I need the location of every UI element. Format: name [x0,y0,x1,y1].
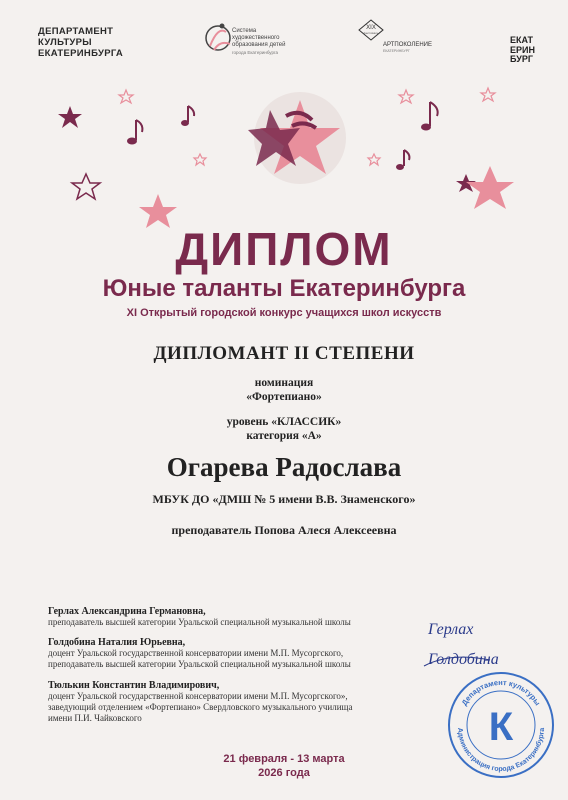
awardee-name: Огарева Радослава [166,452,402,482]
department-line: ДЕПАРТАМЕНТ [38,26,114,37]
emblem-icon [248,92,346,184]
ekaterinburg-logo [510,36,535,65]
department-line: ЕКАТЕРИНБУРГА [38,48,124,59]
jury-member [48,606,351,628]
ekb-line: БУРГ [510,54,533,64]
date-year: 2026 года [258,767,310,779]
festival-line1: фестиваль [363,31,379,35]
ekb-line: ЕРИН [510,44,535,55]
event-dates [0,752,568,780]
department-logo [38,26,123,59]
jury-member-name: Тюлькин Константин Владимирович, [48,680,220,691]
jury-member-name: Герлах Александрина Германовна, [48,606,206,617]
jury-member [48,680,352,724]
art-education-logo-text [232,28,285,56]
logo-text-line: Система [232,28,257,34]
nomination-label: номинация [254,377,314,389]
level-value: уровень «КЛАССИК» [226,416,342,428]
teacher-name: преподаватель Попова Алеся Алексеевна [171,523,397,537]
degree-title: ДИПЛОМАНТ II СТЕПЕНИ [153,343,415,364]
logo-text-line: города Екатеринбурга [232,50,279,55]
festival-line2: АРТПОКОЛЕНИЕ [383,42,432,48]
competition-name: XI Открытый городской конкурс учащихся школ искусств [126,307,442,319]
department-line: КУЛЬТУРЫ [38,37,92,48]
nomination-value: «Фортепиано» [246,391,322,403]
stamp-letter: К [488,705,514,749]
festival-roman: XIX [366,25,376,31]
jury-member-name: Голдобина Наталия Юрьевна, [48,637,186,648]
stamp-top-text: Департамент культуры [459,677,543,708]
signature-1: Герлах [428,621,474,638]
stamp-bottom-text: Администрация города Екатеринбурга [455,727,547,774]
logo-text-line: художественного [232,35,280,41]
decorative-stars-notes [0,70,568,240]
date-range: 21 февраля - 13 марта [223,753,345,765]
festival-line3: ЕКАТЕРИНБУРГ [383,49,410,53]
jury-member [48,637,351,670]
jury-member-line: имени П.И. Чайковского [48,713,142,723]
category-value: категория «А» [246,430,322,442]
ekb-line: ЕКАТ [510,35,534,45]
festival-logo-icon [353,16,433,66]
jury-member-line: заведующий отделением «Фортепиано» Свердловского музыкального училища [48,702,353,712]
diploma-title: ДИПЛОМ [175,223,393,275]
logo-text-line: образования детей [232,42,286,48]
jury-member-line: доцент Уральской государственной консерватории имени М.П. Мусоргского, [48,648,344,658]
star-icon [72,174,100,199]
signature-2: Голдобина [428,651,499,668]
school-name: МБУК ДО «ДМШ № 5 имени В.В. Знаменского» [152,492,416,506]
jury-member-line: преподаватель высшей категории Уральской специальной музыкальной школы [48,659,351,669]
star-icon [58,106,82,128]
star-icon [466,166,514,209]
competition-subtitle: Юные таланты Екатеринбурга [102,275,466,302]
jury-member-line: доцент Уральской государственной консерватории имени М.П. Мусоргского», [48,691,348,701]
jury-member-line: преподаватель высшей категории Уральской специальной музыкальной школы [48,617,351,627]
